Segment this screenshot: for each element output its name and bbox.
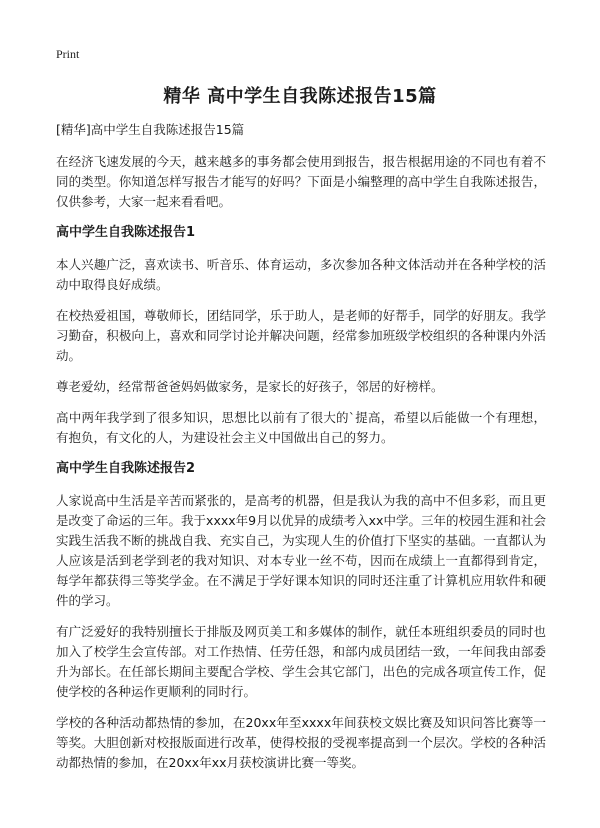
page-title: 精华 高中学生自我陈述报告15篇 bbox=[163, 86, 437, 107]
section-heading: 高中学生自我陈述报告2 bbox=[56, 461, 196, 476]
paragraph: 人家说高中生活是辛苦而紧张的，是高考的机器，但是我认为我的高中不但多彩，而且更是改变了命运的三年。我于xxxx年9月以优异的成绩考入xx中学。三年的校园生涯和社会实践生活我不断的挑战自我、充实自己，为实现人生的价值打下坚实的基础。一直都认为人应该是活到老学到老的我对知识、对本专业一丝不苟，因而在成绩上一直都得到肯定，每学年都获得三等奖学金。在不满足于学好课本知识的同时还注重了计算机应用软件和硬件的学习。 bbox=[56, 493, 546, 608]
intro-paragraph: 在经济飞速发展的今天，越来越多的事务都会使用到报告，报告根据用途的不同也有着不同的类型。你知道怎样写报告才能写的好吗？下面是小编整理的高中学生自我陈述报告，仅供参考，大家一起来看看吧。 bbox=[56, 154, 546, 209]
paragraph: 尊老爱幼，经常帮爸爸妈妈做家务，是家长的好孩子，邻居的好榜样。 bbox=[56, 379, 444, 394]
article-body bbox=[56, 122, 546, 784]
section-heading: 高中学生自我陈述报告1 bbox=[56, 225, 196, 240]
paragraph: 有广泛爱好的我特别擅长于排版及网页美工和多媒体的制作，就任本班组织委员的同时也加入了校学生会宣传部。对工作热情、任劳任怨，和部内成员团结一致，一年间我由部委升为部长。在任部长期间主要配合学校、学生会其它部门，出色的完成各项宣传工作，促使学校的各种运作更顺利的同时行。 bbox=[56, 624, 546, 699]
paragraph: 学校的各种活动都热情的参加，在20xx年至xxxx年间获校文娱比赛及知识问答比赛等一等奖。大胆创新对校报版面进行改革，使得校报的受视率提高到一个层次。学校的各种活动都热情的参加，在20xx年xx月获校演讲比赛一等奖。 bbox=[56, 715, 546, 770]
paragraph: 在校热爱祖国，尊敬师长，团结同学，乐于助人，是老师的好帮手，同学的好朋友。我学习勤奋，积极向上，喜欢和同学讨论并解决问题，经常参加班级学校组织的各种课内外活动。 bbox=[56, 308, 546, 363]
paragraph: 高中两年我学到了很多知识，思想比以前有了很大的`提高，希望以后能做一个有理想，有抱负，有文化的人，为建设社会主义中国做出自己的努力。 bbox=[56, 410, 546, 445]
article-subtitle: [精华]高中学生自我陈述报告15篇 bbox=[56, 122, 245, 137]
paragraph: 本人兴趣广泛，喜欢读书、听音乐、体育运动，多次参加各种文体活动并在各种学校的活动中取得良好成绩。 bbox=[56, 257, 546, 292]
print-link[interactable]: Print bbox=[56, 47, 80, 61]
